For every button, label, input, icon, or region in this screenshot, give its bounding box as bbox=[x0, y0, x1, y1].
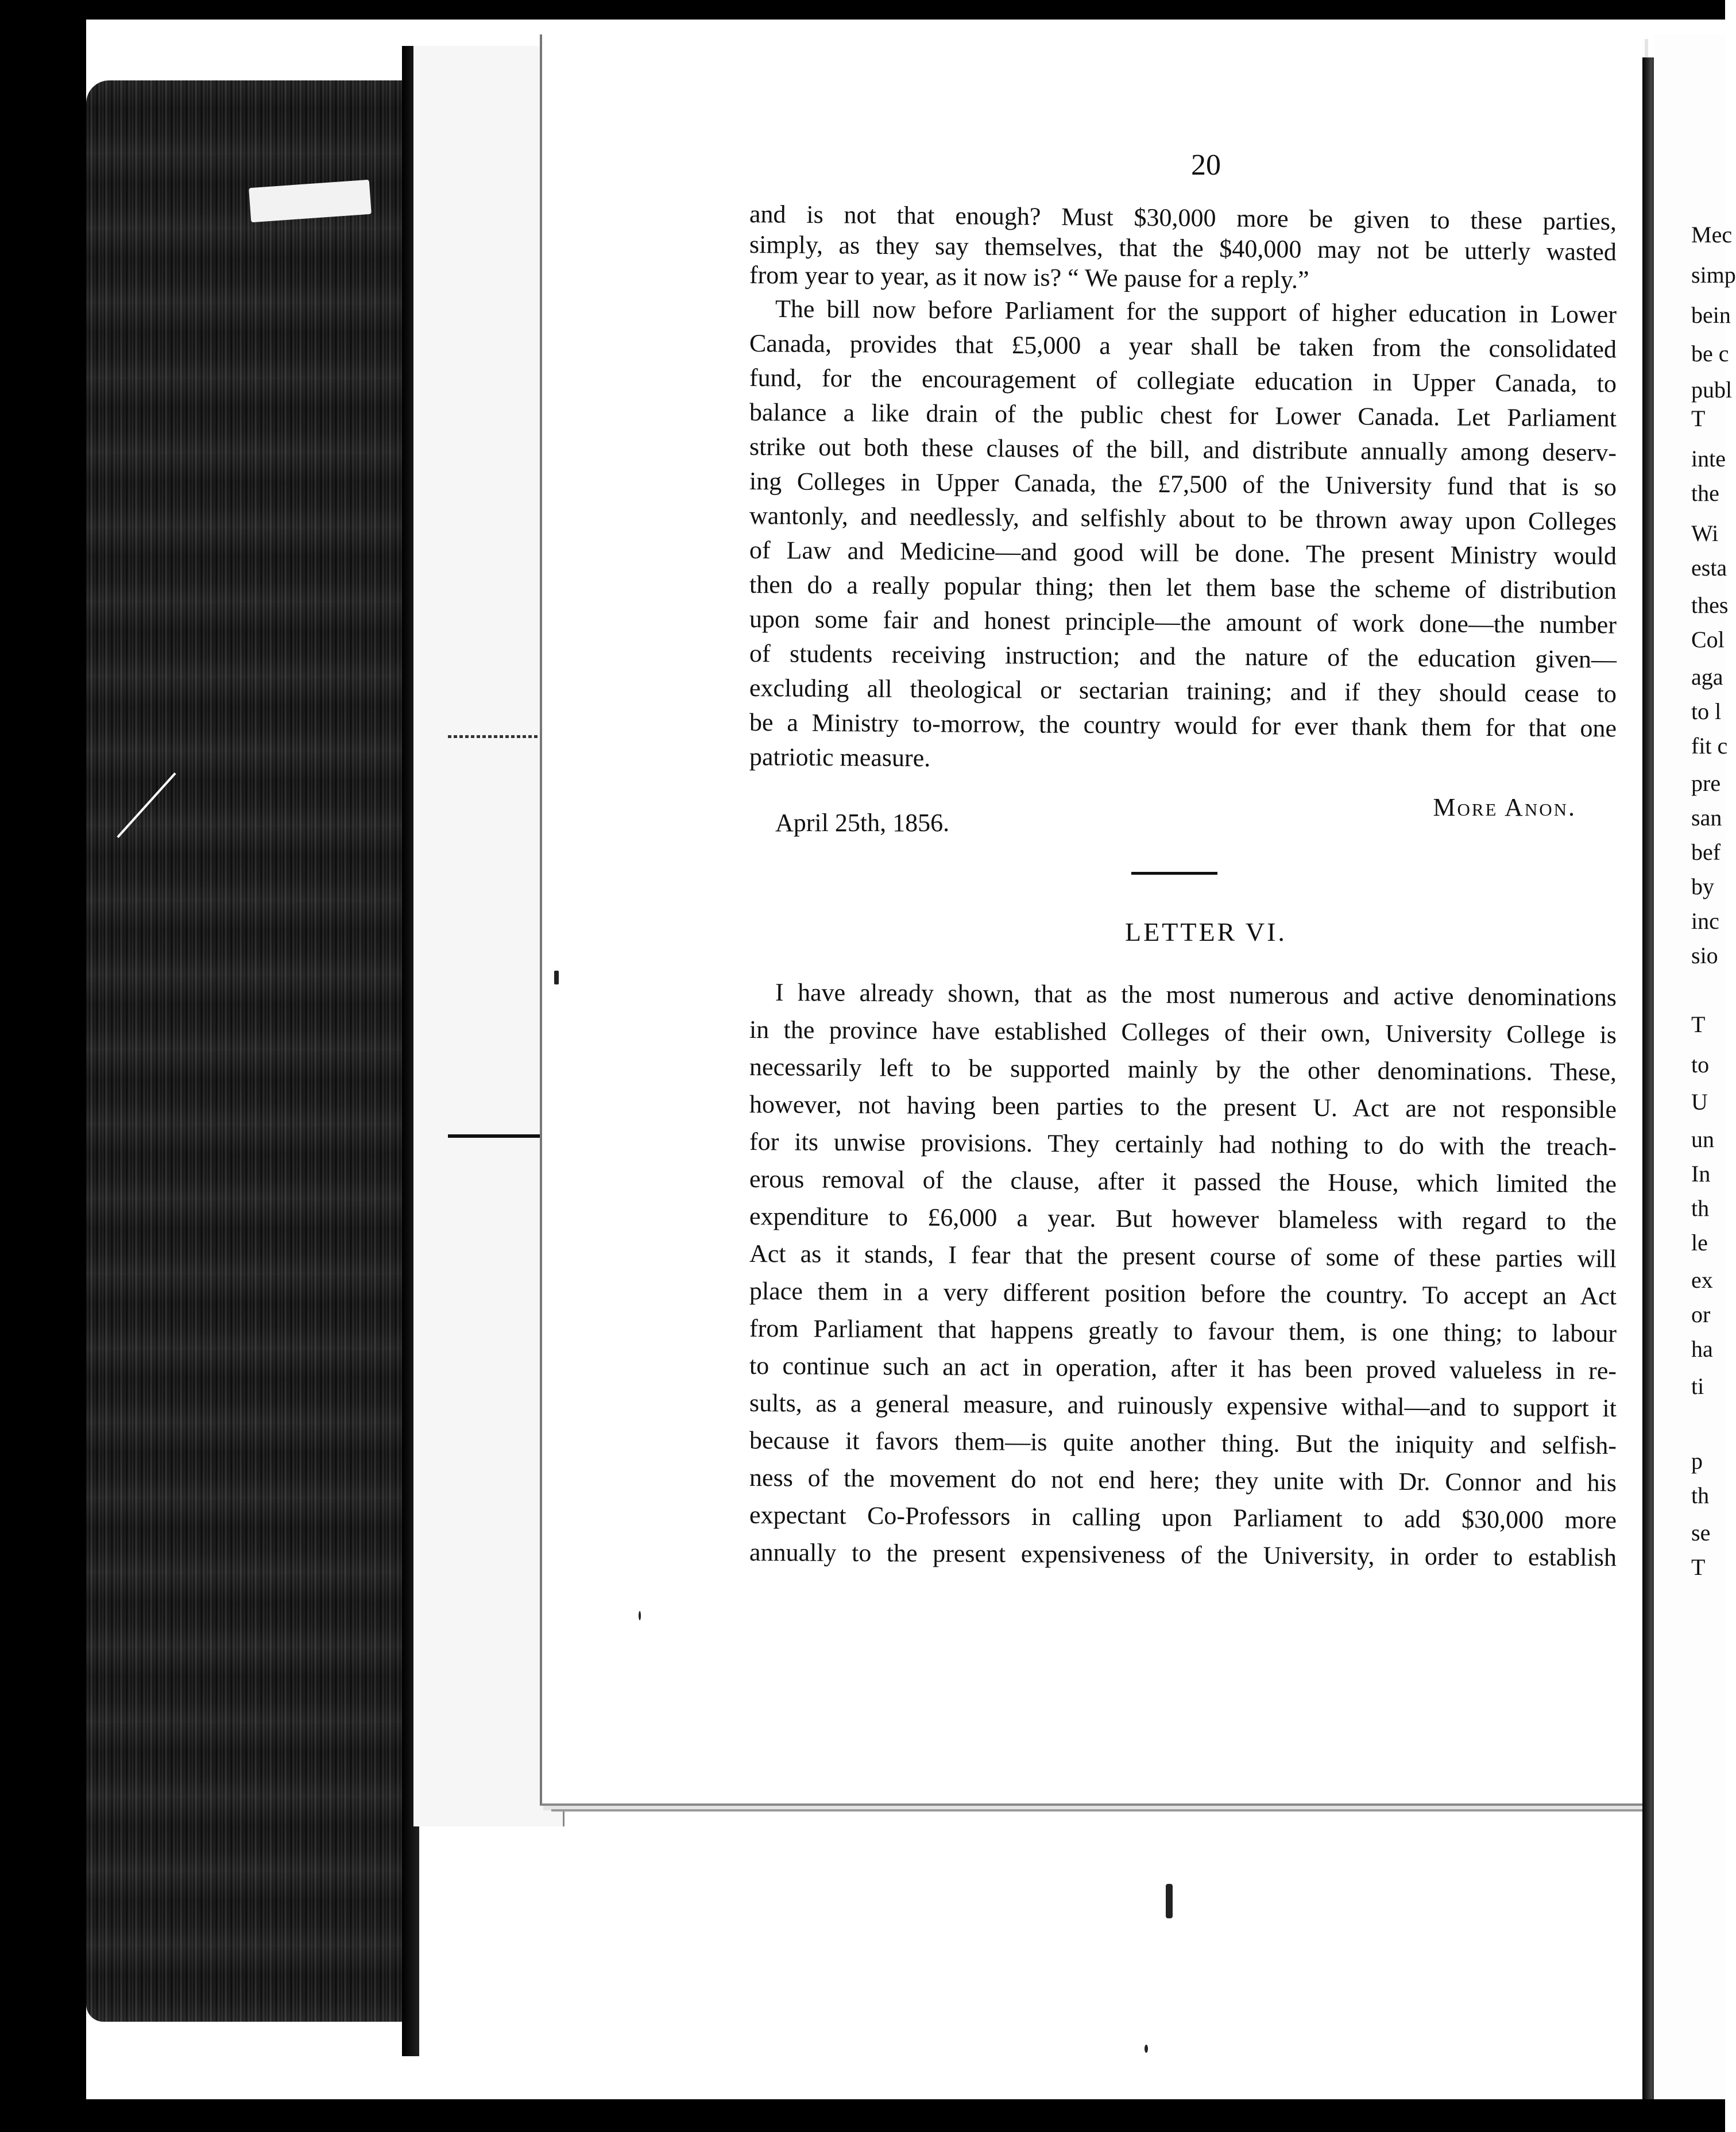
text-line: be a Ministry to-morrow, the country would for ever thank them for that one bbox=[749, 708, 1617, 743]
facing-page-line: san bbox=[1691, 805, 1722, 831]
facing-page-line: th bbox=[1691, 1482, 1710, 1508]
scan-speck bbox=[554, 971, 559, 984]
facing-page-line: bef bbox=[1691, 839, 1721, 865]
text-line: patriotic measure. bbox=[749, 743, 931, 773]
facing-page-line: by bbox=[1691, 874, 1714, 899]
facing-page-line: In bbox=[1691, 1161, 1711, 1187]
text-line: for its unwise provisions. They certainly had nothing to do with the treach- bbox=[749, 1127, 1617, 1161]
text-line: upon some fair and honest principle—the amount of work done—the number bbox=[749, 605, 1617, 639]
facing-page-line: p bbox=[1691, 1448, 1703, 1474]
facing-page-line: bein bbox=[1691, 302, 1731, 328]
facing-page-line: be c bbox=[1691, 341, 1729, 366]
facing-page-line: aga bbox=[1691, 664, 1723, 690]
facing-page-line: T bbox=[1691, 405, 1706, 431]
text-line: of Law and Medicine—and good will be done. The present Ministry would bbox=[749, 536, 1617, 570]
facing-page-line: un bbox=[1691, 1126, 1714, 1152]
text-line: from year to year, as it now is? “ We pause for a reply.” bbox=[749, 261, 1309, 294]
text-line: balance a like drain of the public chest for Lower Canada. Let Parliament bbox=[749, 398, 1617, 432]
text-line: because it favors them—is quite another thing. But the iniquity and selfish- bbox=[749, 1426, 1617, 1460]
facing-page-line: inc bbox=[1691, 908, 1719, 934]
text-line: to continue such an act in operation, after it has been proved valueless in re- bbox=[749, 1351, 1617, 1385]
facing-page-line: publ bbox=[1691, 377, 1733, 403]
page-bottom-edge bbox=[551, 1809, 1642, 1812]
scan-speck bbox=[639, 1611, 641, 1620]
facing-page-line: le bbox=[1691, 1230, 1708, 1256]
text-line: erous removal of the clause, after it passed the House, which limited the bbox=[749, 1165, 1617, 1199]
scan-border-bottom bbox=[0, 2099, 1725, 2132]
text-line: sults, as a general measure, and ruinously expensive withal—and to support it bbox=[749, 1389, 1617, 1423]
text-line: expenditure to £6,000 a year. But however blameless with regard to the bbox=[749, 1202, 1617, 1236]
facing-page-line: thes bbox=[1691, 592, 1729, 618]
text-line: I have already shown, that as the most numerous and active denominations bbox=[775, 978, 1617, 1011]
scan-border-left bbox=[0, 0, 86, 2132]
facing-page-line: inte bbox=[1691, 446, 1726, 472]
facing-page-line: T bbox=[1691, 1011, 1706, 1037]
text-line: from Parliament that happens greatly to favour them, is one thing; to labour bbox=[749, 1314, 1617, 1348]
text-line: however, not having been parties to the present U. Act are not responsible bbox=[749, 1090, 1617, 1124]
text-line: excluding all theological or sectarian training; and if they should cease to bbox=[749, 674, 1617, 708]
scan-speck bbox=[1145, 2045, 1148, 2053]
facing-page-line: Wi bbox=[1691, 520, 1719, 546]
facing-page-line: the bbox=[1691, 480, 1719, 506]
facing-page-line: ti bbox=[1691, 1373, 1704, 1399]
text-line: annually to the present expensiveness of the University, in order to establish bbox=[749, 1538, 1617, 1572]
facing-page-line: U bbox=[1691, 1089, 1708, 1115]
text-line: The bill now before Parliament for the support of higher education in Lower bbox=[775, 295, 1617, 329]
text-line: strike out both these clauses of the bill, and distribute annually among deserv- bbox=[749, 432, 1617, 467]
text-line: fund, for the encouragement of collegiate education in Upper Canada, to bbox=[749, 364, 1617, 398]
scan-border-top bbox=[0, 0, 1725, 20]
letter-heading: LETTER VI. bbox=[1125, 917, 1287, 947]
text-line: of students receiving instruction; and the nature of the education given— bbox=[749, 639, 1617, 674]
text-line: Canada, provides that £5,000 a year shall be taken from the consolidated bbox=[749, 329, 1617, 364]
text-line: and is not that enough? Must $30,000 more be given to these parties, bbox=[749, 200, 1617, 236]
text-line: ness of the movement do not end here; they unite with Dr. Connor and his bbox=[749, 1463, 1617, 1497]
text-line: simply, as they say themselves, that the $40,000 may not be utterly wasted bbox=[749, 230, 1617, 266]
facing-page-line: fit c bbox=[1691, 733, 1728, 759]
facing-page-line: sio bbox=[1691, 943, 1718, 968]
text-line: Act as it stands, I fear that the present course of some of these parties will bbox=[749, 1239, 1617, 1273]
letter-date: April 25th, 1856. bbox=[775, 809, 950, 837]
text-line: in the province have established Colleges of their own, University College is bbox=[749, 1015, 1617, 1049]
facing-page-line: simp bbox=[1691, 262, 1736, 288]
text-line: necessarily left to be supported mainly by the other denominations. These, bbox=[749, 1053, 1617, 1087]
facing-page-line: ha bbox=[1691, 1336, 1713, 1362]
book-fore-edge-grain bbox=[86, 80, 408, 2022]
page-number: 20 bbox=[1191, 149, 1221, 181]
facing-page-line: esta bbox=[1691, 555, 1727, 581]
facing-page-line: Mec bbox=[1691, 222, 1733, 248]
text-line: expectant Co-Professors in calling upon Parliament to add $30,000 more bbox=[749, 1501, 1617, 1535]
text-line: then do a really popular thing; then let them base the scheme of distribution bbox=[749, 570, 1617, 605]
facing-page-line: th bbox=[1691, 1195, 1710, 1221]
text-line: place them in a very different position before the country. To accept an Act bbox=[749, 1277, 1617, 1311]
facing-page-line: T bbox=[1691, 1554, 1706, 1580]
facing-page-line: Col bbox=[1691, 627, 1725, 652]
section-divider bbox=[1131, 872, 1217, 875]
facing-page-line: pre bbox=[1691, 770, 1721, 796]
facing-page-line: se bbox=[1691, 1520, 1711, 1546]
facing-page-line: or bbox=[1691, 1301, 1711, 1327]
facing-page-line: to l bbox=[1691, 698, 1722, 724]
text-line: wantonly, and needlessly, and selfishly about to be thrown away upon Colleges bbox=[749, 501, 1617, 536]
facing-page-line: to bbox=[1691, 1052, 1710, 1077]
scan-smudge bbox=[1166, 1884, 1173, 1918]
facing-page-line: ex bbox=[1691, 1267, 1713, 1293]
signature: More Anon. bbox=[1433, 793, 1576, 821]
text-line: ing Colleges in Upper Canada, the £7,500 of the University fund that is so bbox=[749, 467, 1617, 501]
